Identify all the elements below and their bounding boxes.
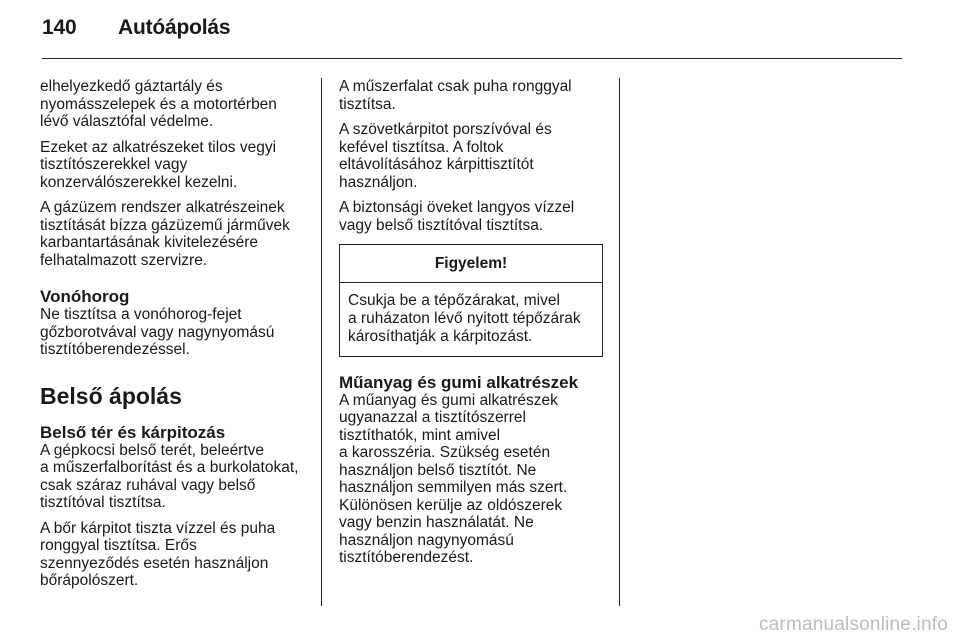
paragraph-interior-cleaning: A gépkocsi belső terét, beleértve a műszerfalborítást és a burkolatokat, csak száraz ruhával vagy belső tisztítóval tisztítsa. [40,441,299,511]
page-header [42,16,230,40]
heading-belso-ter: Belső tér és kárpitozás [40,422,226,442]
column-divider-right [619,78,620,606]
notice-box [339,244,603,357]
heading-vonohorog: Vonóhorog [40,287,130,306]
heading-muanyag-gumi: Műanyag és gumi alkatrészek [339,372,579,392]
paragraph-dashboard: A műszerfalat csak puha ronggyal tisztítsa. [339,78,572,113]
paragraph-plastic-rubber: A műanyag és gumi alkatrészek ugyanazzal a tisztítószerrel tisztíthatók, mint amivel a karosszéria. Szükség esetén használjon belső tisztítót. Ne használjon semmilyen más szert. Különösen kerülje az oldószerek vagy benzin használatát. Ne használjon nagynyomású tisztítóberendezést. [339,391,568,566]
header-divider [42,58,902,59]
paragraph-seat-belts: A biztonsági öveket langyos vízzel vagy belső tisztítóval tisztítsa. [339,199,575,234]
page-number: 140 [42,16,77,39]
column-divider-left [321,78,322,606]
watermark-text: carmanualsonline.info [758,614,948,635]
paragraph-chemical-warning: Ezeket az alkatrészeket tilos vegyi tisztítószerekkel vagy konzerválószerekkel kezelni. [40,138,277,191]
paragraph-gas-tank: elhelyezkedő gáztartály és nyomásszelepek és a motortérben lévő választófal védelme. [40,78,277,130]
paragraph-tow-hook: Ne tisztítsa a vonóhorog-fejet gőzborotvával vagy nagynyomású tisztítóberendezéssel. [40,306,275,358]
page-title: Autóápolás [118,16,231,39]
heading-belso-apolas: Belső ápolás [40,382,182,409]
middle-column [339,78,604,575]
paragraph-fabric-upholstery: A szövetkárpitot porszívóval és kefével tisztítsa. A foltok eltávolításához kárpittisztítót használjon. [339,121,552,191]
notice-title: Figyelem! [340,245,602,283]
notice-body: Csukja be a tépőzárakat, mivel a ruházaton lévő nyitott tépőzárak károsíthatják a kárpitozást. [348,291,581,345]
paragraph-leather-care: A bőr kárpitot tiszta vízzel és puha ronggyal tisztítsa. Erős szennyeződés esetén használjon bőrápolószert. [40,519,276,589]
left-column [40,78,310,598]
paragraph-gas-system-service: A gázüzem rendszer alkatrészeinek tisztítását bízza gázüzemű járművek karbantartásának kivitelezésére felhatalmazott szervizre. [40,199,290,269]
